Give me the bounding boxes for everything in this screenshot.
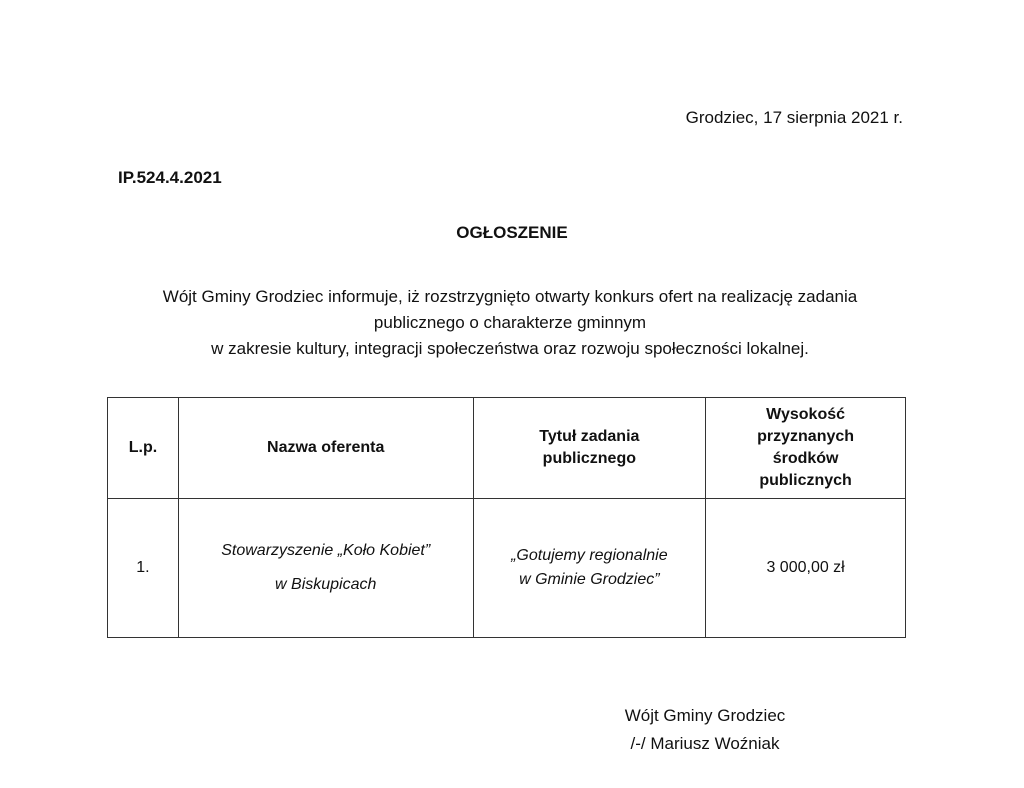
- table-header-row: [108, 398, 906, 499]
- offeror-line: w Biskupicach: [275, 576, 377, 593]
- header-lp-text: L.p.: [128, 439, 158, 456]
- intro-line-1: Wójt Gminy Grodziec informuje, iż rozstrzygnięto otwarty konkurs ofert na realizację zadania: [162, 287, 858, 306]
- signature-role: Wójt Gminy Grodziec: [624, 706, 786, 725]
- cell-offeror: [178, 499, 473, 638]
- offeror-line: Stowarzyszenie „Koło Kobiet”: [221, 542, 431, 559]
- header-task-title-line: Tytuł zadania: [539, 428, 640, 445]
- document-title: OGŁOSZENIE: [456, 223, 568, 242]
- header-amount-line: publicznych: [759, 472, 852, 489]
- task-title-line: w Gminie Grodziec”: [519, 571, 660, 588]
- cell-amount: 3 000,00 zł: [706, 499, 906, 638]
- results-table: [107, 397, 906, 638]
- cell-lp: 1.: [108, 499, 179, 638]
- intro-line-2: publicznego o charakterze gminnym: [373, 313, 647, 332]
- header-task-title: [473, 398, 706, 499]
- signature-name: /-/ Mariusz Woźniak: [630, 734, 780, 753]
- header-amount-line: przyznanych: [757, 428, 855, 445]
- intro-line-3: w zakresie kultury, integracji społeczeństwa oraz rozwoju społeczności lokalnej.: [211, 339, 809, 358]
- place-and-date: Grodziec, 17 sierpnia 2021 r.: [685, 108, 903, 127]
- header-amount-line: środków: [772, 450, 839, 467]
- header-amount: [706, 398, 906, 499]
- header-offeror-text: Nazwa oferenta: [267, 439, 385, 456]
- header-amount-line: Wysokość: [766, 406, 846, 423]
- cell-task-title: [473, 499, 706, 638]
- signature-block: [560, 702, 850, 758]
- header-lp: [108, 398, 179, 499]
- table-row: [108, 499, 906, 638]
- task-title-line: „Gotujemy regionalnie: [511, 547, 668, 564]
- reference-number: IP.524.4.2021: [118, 168, 222, 187]
- header-task-title-line: publicznego: [542, 450, 636, 467]
- announcement-text: [60, 284, 960, 362]
- header-offeror: [178, 398, 473, 499]
